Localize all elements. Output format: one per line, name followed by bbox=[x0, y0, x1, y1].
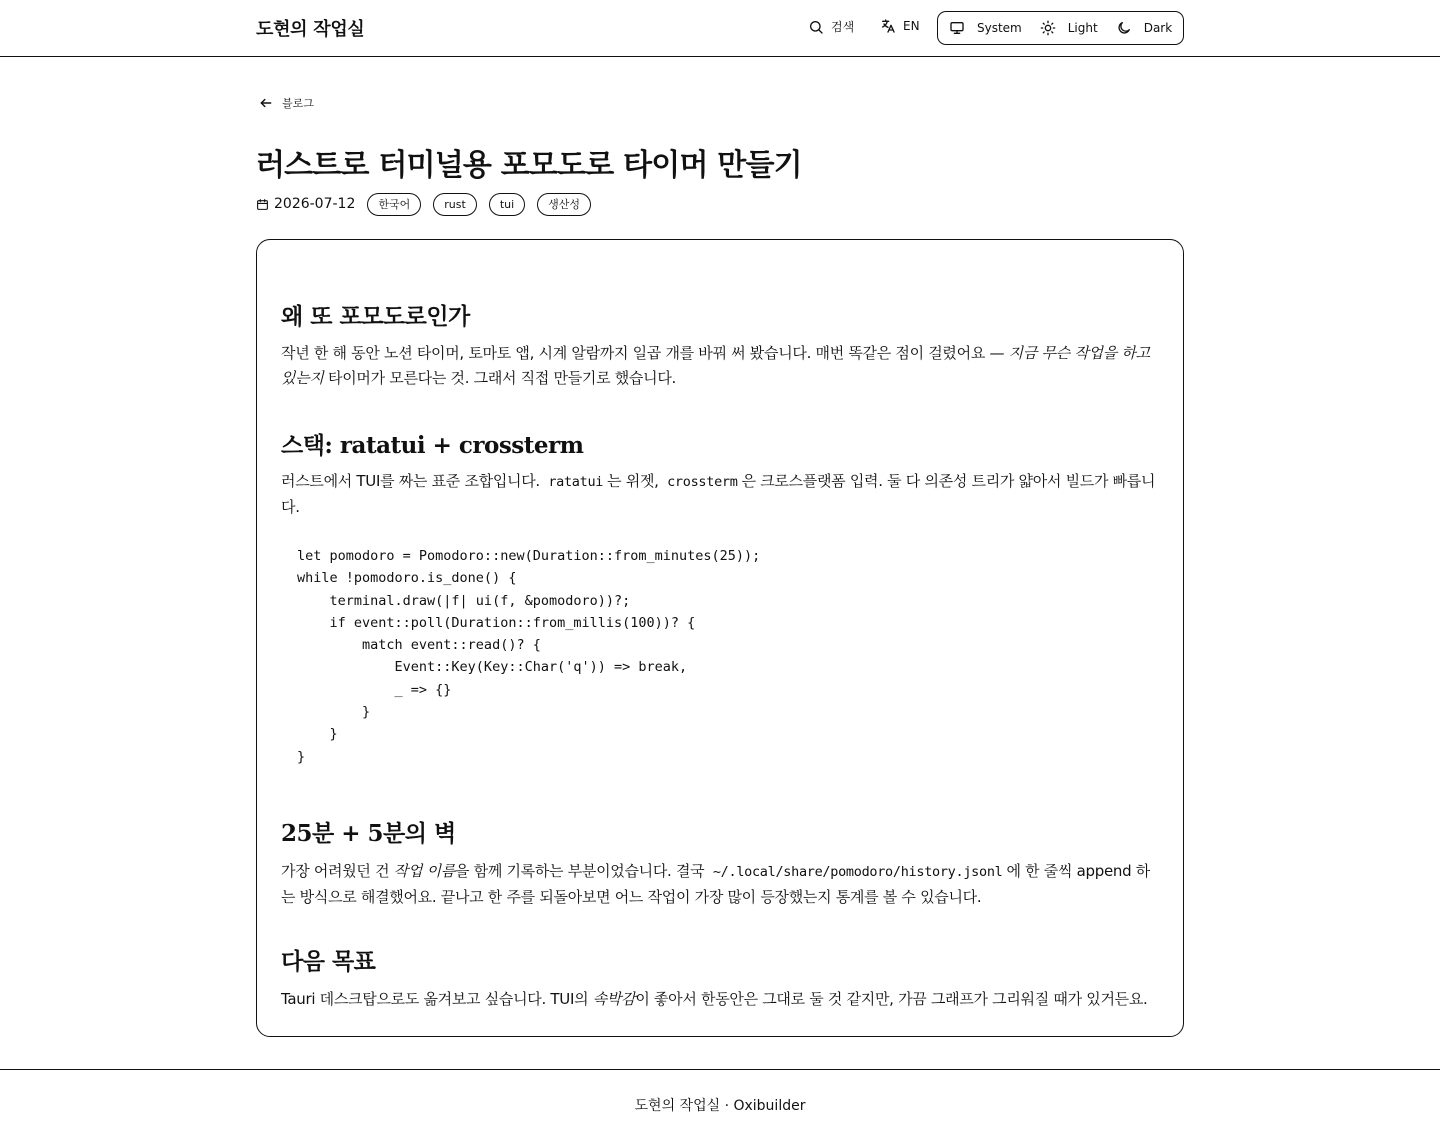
tag-tui[interactable]: tui bbox=[489, 193, 525, 216]
footer-text: 도현의 작업실 · Oxibuilder bbox=[634, 1098, 806, 1114]
section-heading-wall: 25분 + 5분의 벽 bbox=[281, 820, 456, 847]
post-title: 러스트로 터미널용 포모도로 타이머 만들기 bbox=[256, 148, 802, 183]
theme-system-button[interactable] bbox=[949, 20, 1022, 36]
calendar-icon bbox=[256, 198, 269, 211]
back-label: 블로그 bbox=[282, 97, 314, 110]
search-icon bbox=[808, 19, 824, 35]
arrow-left-icon bbox=[259, 96, 273, 110]
theme-dark-button[interactable] bbox=[1116, 20, 1172, 36]
back-to-blog-link[interactable] bbox=[259, 95, 314, 111]
section-paragraph-why: 작년 한 해 동안 노션 타이머, 토마토 앱, 시계 알람까지 일곱 개를 바꿔 써 봤습니다. 매번 똑같은 점이 걸렸어요 — 지금 무슨 작업을 하고 있는지 타이머가 모른다는 것. 그래서 직접 만들기로 했습니다. bbox=[281, 344, 1150, 387]
search-label: 검색 bbox=[831, 20, 855, 34]
theme-dark-label: Dark bbox=[1143, 21, 1173, 35]
section-heading-next: 다음 목표 bbox=[281, 948, 376, 975]
moon-icon bbox=[1116, 20, 1132, 36]
article-body bbox=[256, 239, 1184, 1037]
post-date bbox=[256, 196, 355, 212]
theme-light-label: Light bbox=[1067, 21, 1098, 35]
section-paragraph-stack: 러스트에서 TUI를 짜는 표준 조합입니다. ratatui 는 위젯, crossterm 은 크로스플랫폼 입력. 둘 다 의존성 트리가 얇아서 빌드가 빠릅니다. bbox=[281, 472, 1156, 516]
section-paragraph-wall: 가장 어려웠던 건 작업 이름을 함께 기록하는 부분이었습니다. 결국 ~/.local/share/pomodoro/history.jsonl 에 한 줄씩 append 하는 방식으로 해결했어요. 끝나고 한 주를 되돌아보면 어느 작업이 가장 많이 등장했는지 통계를 볼 수 있습니다. bbox=[281, 862, 1150, 906]
post-meta bbox=[256, 192, 603, 216]
monitor-icon bbox=[949, 20, 965, 36]
inline-code-crossterm: crossterm bbox=[667, 474, 738, 490]
theme-switcher bbox=[937, 11, 1184, 45]
tag-productivity[interactable]: 생산성 bbox=[537, 193, 591, 216]
search-button[interactable] bbox=[808, 18, 854, 35]
inline-code-ratatui: ratatui bbox=[548, 474, 604, 490]
section-heading-stack: 스택: ratatui + crossterm bbox=[281, 432, 584, 459]
theme-light-button[interactable] bbox=[1040, 20, 1098, 36]
post-date-text: 2026-07-12 bbox=[274, 196, 356, 212]
section-heading-why: 왜 또 포모도로인가 bbox=[281, 303, 470, 330]
tag-rust[interactable]: rust bbox=[433, 193, 477, 216]
code-block: let pomodoro = Pomodoro::new(Duration::from_minutes(25)); while !pomodoro.is_done() { terminal.draw(|f| ui(f, &pomodoro))?; if event::poll(Duration::from_millis(100))? { match event::read()? { Event::Key(Key::Char('q')) => break, _ => {} } } } bbox=[297, 548, 761, 765]
language-toggle-button[interactable] bbox=[880, 18, 920, 34]
footer bbox=[0, 1069, 1440, 1138]
top-navigation-bar bbox=[0, 0, 1440, 57]
site-title[interactable]: 도현의 작업실 bbox=[256, 19, 365, 40]
translate-icon bbox=[880, 18, 896, 34]
inline-code-history-path: ~/.local/share/pomodoro/history.jsonl bbox=[712, 864, 1003, 880]
theme-system-label: System bbox=[977, 21, 1022, 35]
tag-korean[interactable]: 한국어 bbox=[367, 193, 421, 216]
language-label: EN bbox=[903, 19, 920, 33]
sun-icon bbox=[1040, 20, 1056, 36]
section-paragraph-next: Tauri 데스크탑으로도 옮겨보고 싶습니다. TUI의 속박감이 좋아서 한동안은 그대로 둘 것 같지만, 가끔 그래프가 그리워질 때가 있거든요. bbox=[281, 990, 1148, 1008]
